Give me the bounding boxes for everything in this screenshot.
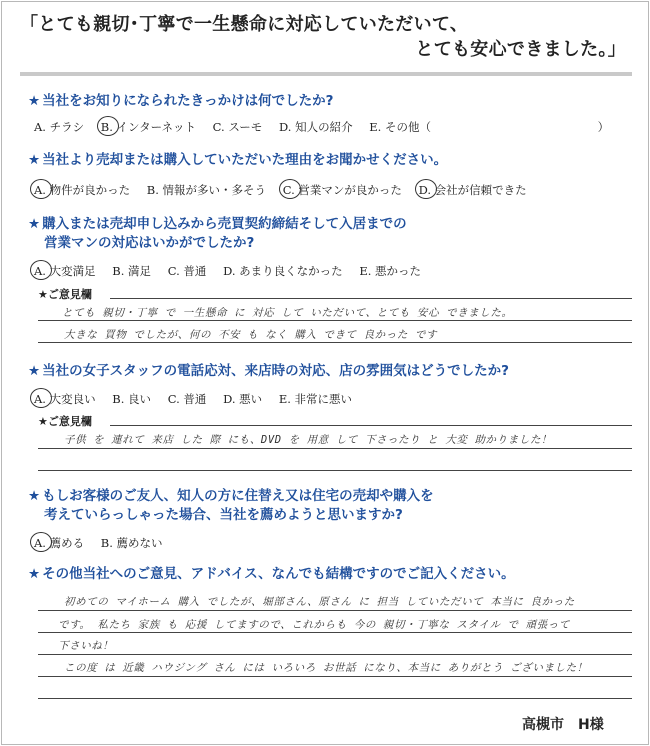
q3-option-b: B. 満足 xyxy=(112,264,152,278)
question-4 xyxy=(28,362,509,381)
q4-comment-label: ★ご意見欄 xyxy=(38,415,92,428)
q3-option-e: E. 悪かった xyxy=(359,264,422,278)
star-icon: ★ xyxy=(28,566,41,582)
q2-option-b: B. 情報が多い・多そう xyxy=(146,183,267,197)
question-1 xyxy=(28,92,333,111)
question-5-text-line-2: 考えていらっしゃった場合、当社を薦めようと思いますか? xyxy=(44,507,403,523)
q2-option-a: A. 物件が良かった xyxy=(34,183,131,197)
star-icon: ★ xyxy=(28,216,41,232)
question-4-text: 当社の女子スタッフの電話応対、来店時の対応、店の雰囲気はどうでしたか? xyxy=(42,363,509,379)
q2-option-c: C. 営業マンが良かった xyxy=(282,183,402,197)
q4-comment-line-3 xyxy=(38,470,632,471)
q4-option-c: C. 普通 xyxy=(167,392,207,406)
question-1-options xyxy=(34,119,622,135)
q4-comment-line-1 xyxy=(110,425,632,426)
q3-comment-line-2 xyxy=(38,320,632,321)
q4-option-d: D. 悪い xyxy=(223,392,263,406)
q4-option-b: B. 良い xyxy=(112,392,152,406)
q1-option-c: C. スーモ xyxy=(212,120,263,134)
question-5-options xyxy=(34,535,176,551)
q5-option-b: B. 薦めない xyxy=(100,536,163,550)
headline xyxy=(20,12,630,62)
q3-option-a: A. 大変満足 xyxy=(34,264,96,278)
q3-comment-label: ★ご意見欄 xyxy=(38,288,92,301)
star-icon: ★ xyxy=(28,93,41,109)
q6-comment-line-5 xyxy=(38,698,632,699)
star-icon: ★ xyxy=(28,488,41,504)
q6-comment-line-1 xyxy=(38,610,632,611)
question-6 xyxy=(28,565,515,584)
question-5-text-line-1: もしお客様のご友人、知人の方に住替え又は住宅の売却や購入を xyxy=(42,488,434,504)
q6-handwriting-3: 下さいね！ xyxy=(58,640,114,652)
star-icon: ★ xyxy=(28,363,41,379)
q5-option-a: A. 薦める xyxy=(34,536,85,550)
q4-comment-line-2 xyxy=(38,448,632,449)
question-4-options xyxy=(34,391,365,407)
q4-option-a: A. 大変良い xyxy=(34,392,96,406)
question-3 xyxy=(28,215,407,253)
headline-divider xyxy=(20,72,632,76)
question-2-options xyxy=(34,182,540,198)
question-3-options xyxy=(34,263,434,279)
q3-comment-line-3 xyxy=(38,342,632,343)
question-5 xyxy=(28,487,434,525)
q1-option-e-close: ） xyxy=(597,120,610,134)
question-3-text-line-1: 購入または売却申し込みから売買契約締結そして入居までの xyxy=(42,216,407,232)
q6-comment-line-3 xyxy=(38,654,632,655)
q3-option-d: D. あまり良くなかった xyxy=(223,264,343,278)
q2-option-d: D. 会社が信頼できた xyxy=(418,183,527,197)
question-2-text: 当社より売却または購入していただいた理由をお聞かせください。 xyxy=(42,152,448,168)
q6-handwriting-2: です。 私たち 家族 も 応援 してますので、これからも 今の 親切・丁寧な スタイル で 頑張って xyxy=(58,619,570,631)
headline-line-2: とても安心できました。」 xyxy=(415,39,626,60)
star-icon: ★ xyxy=(28,152,41,168)
q1-option-a: A. チラシ xyxy=(34,120,85,134)
q1-option-d: D. 知人の紹介 xyxy=(278,120,353,134)
question-6-text: その他当社へのご意見、アドバイス、なんでも結構ですのでご記入ください。 xyxy=(42,566,515,582)
q1-option-e: E. その他（ xyxy=(369,120,431,134)
q3-handwriting-2: 大きな 買物 でしたが、何の 不安 も なく 購入 できて 良かった です xyxy=(64,329,438,341)
question-3-text-line-2: 営業マンの対応はいかがでしたか? xyxy=(44,235,255,251)
q3-comment-line-1 xyxy=(110,298,632,299)
q3-option-c: C. 普通 xyxy=(167,264,207,278)
q6-comment-line-2 xyxy=(38,632,632,633)
q4-option-e: E. 非常に悪い xyxy=(278,392,353,406)
question-1-text: 当社をお知りになられたきっかけは何でしたか? xyxy=(42,93,334,109)
survey-card xyxy=(1,1,649,745)
headline-line-1: 「とても親切･丁寧で一生懸命に対応していただいて、 xyxy=(20,14,469,35)
q4-handwriting-1: 子供 を 連れて 来店 した 際 にも、DVD を 用意 して 下さったり と 大変 助かりました！ xyxy=(64,434,553,446)
customer-signature: 高槻市 H様 xyxy=(522,717,604,733)
q6-handwriting-1: 初めての マイホーム 購入 でしたが、堀部さん、原さん に 担当 していただいて 本当に 良かった xyxy=(64,596,575,608)
q3-handwriting-1: とても 親切・丁寧 で 一生懸命 に 対応 して いただいて、とても 安心 できました。 xyxy=(62,307,513,319)
q1-option-b: B. インターネット xyxy=(100,120,197,134)
q6-comment-line-4 xyxy=(38,676,632,677)
q6-handwriting-4: この度 は 近畿 ハウジング さん には いろいろ お世話 になり、本当に ありがとう ございました！ xyxy=(64,662,588,674)
question-2 xyxy=(28,151,447,170)
